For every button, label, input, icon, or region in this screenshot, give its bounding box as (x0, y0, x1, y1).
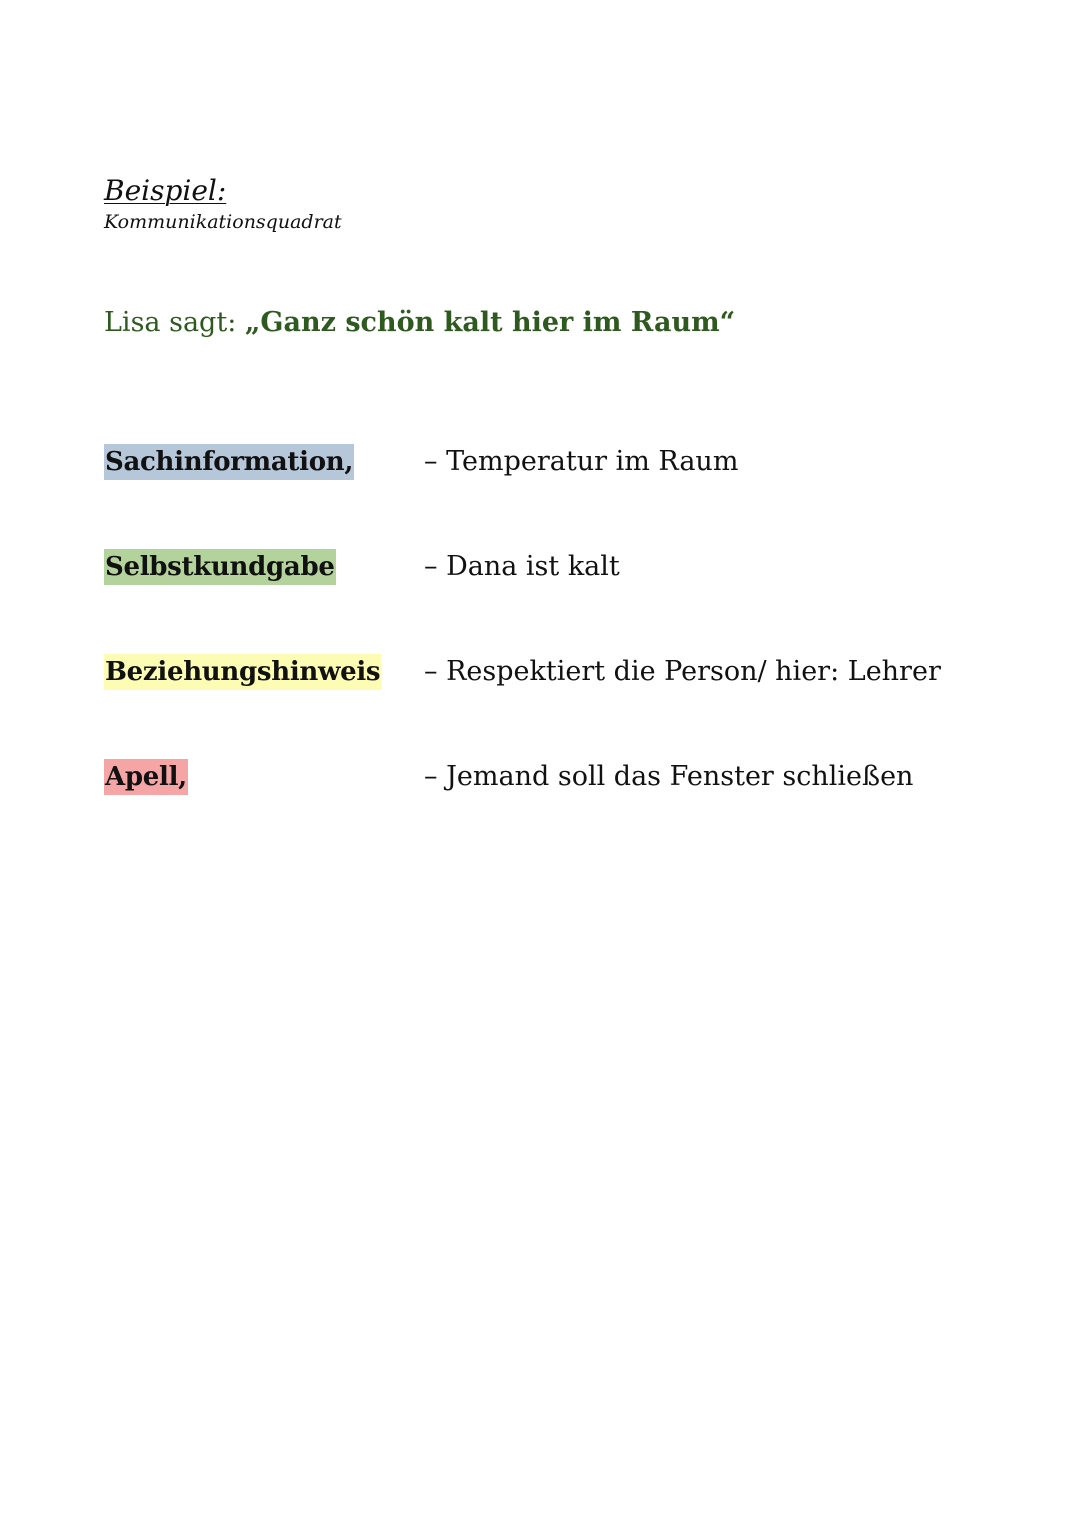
quote-speaker: Lisa sagt: (104, 307, 237, 338)
aspect-term-beziehungshinweis: Beziehungshinweis (104, 654, 381, 690)
aspect-description-sachinformation: – Temperatur im Raum (424, 446, 739, 477)
aspect-term-sachinformation: Sachinformation, (104, 444, 354, 480)
aspect-term-apell: Apell, (104, 759, 188, 795)
aspect-term-selbstkundgabe: Selbstkundgabe (104, 549, 336, 585)
example-heading: Beispiel: (104, 174, 227, 207)
aspect-row-sachinformation (104, 444, 1004, 484)
quote-line (104, 306, 735, 340)
example-subheading: Kommunikationsquadrat (104, 211, 342, 233)
aspect-description-beziehungshinweis: – Respektiert die Person/ hier: Lehrer (424, 656, 941, 687)
aspect-description-apell: – Jemand soll das Fenster schließen (424, 761, 914, 792)
aspect-row-beziehungshinweis (104, 654, 1004, 694)
aspect-row-apell (104, 759, 1004, 799)
quote-text: „Ganz schön kalt hier im Raum“ (244, 307, 736, 338)
aspect-description-selbstkundgabe: – Dana ist kalt (424, 551, 620, 582)
aspect-row-selbstkundgabe (104, 549, 1004, 589)
